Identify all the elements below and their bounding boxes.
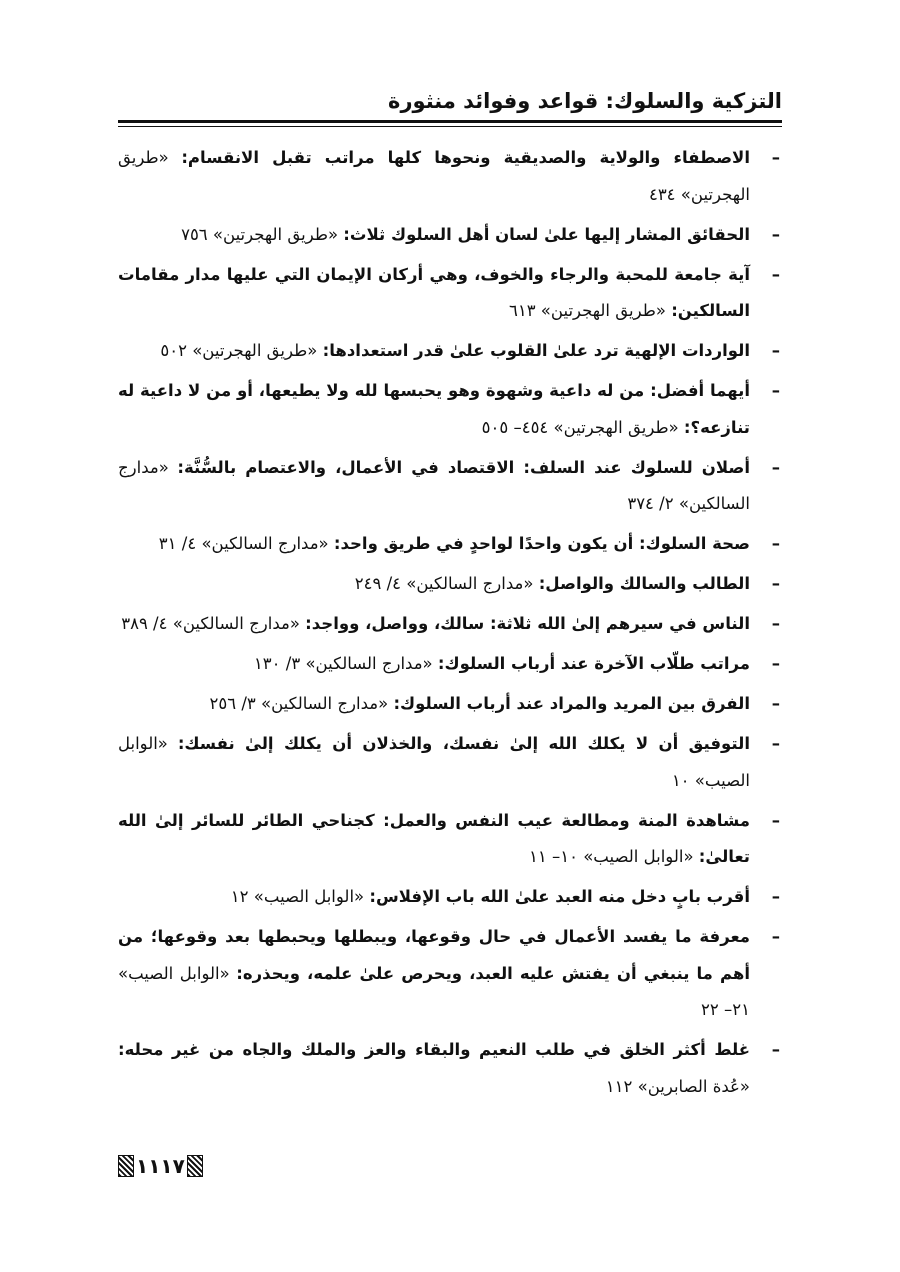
index-entry bbox=[118, 140, 782, 213]
entry-dash: – bbox=[771, 734, 780, 753]
entry-dash: – bbox=[771, 381, 780, 400]
entry-topic: معرفة ما يفسد الأعمال في حال وقوعها، ويبطلها ويحبطها بعد وقوعها؛ من أهم ما ينبغي أن يفتش عليه العبد، ويحرص علىٰ علمه، ويحذره: bbox=[118, 927, 750, 983]
index-entry bbox=[118, 566, 782, 603]
ornament-right-icon bbox=[187, 1155, 203, 1177]
entry-topic: مشاهدة المنة ومطالعة عيب النفس والعمل: كجناحي الطائر للسائر إلىٰ الله تعالىٰ: bbox=[118, 810, 750, 866]
entry-reference: «مدارج السالكين» ٤/ ٣٨٩ bbox=[121, 614, 300, 633]
header-rule-thin bbox=[118, 126, 782, 127]
entry-reference: «مدارج السالكين» ٤/ ٢٤٩ bbox=[354, 574, 534, 593]
entry-topic: صحة السلوك: أن يكون واحدًا لواحدٍ في طريق واحد: bbox=[333, 534, 750, 553]
entry-dash: – bbox=[771, 887, 780, 906]
entry-topic: أقرب بابٍ دخل منه العبد علىٰ الله باب الإفلاس: bbox=[369, 887, 750, 906]
page-number-block bbox=[118, 1152, 203, 1180]
index-entry bbox=[118, 1032, 782, 1105]
entry-topic: الفرق بين المريد والمراد عند أرباب السلوك: bbox=[393, 694, 750, 713]
entry-dash: – bbox=[771, 614, 780, 633]
index-entry bbox=[118, 803, 782, 876]
index-entry bbox=[118, 333, 782, 370]
entry-topic: أيهما أفضل: من له داعية وشهوة وهو يحبسها لله ولا يطيعها، أو من لا داعية له تنازعه؟: bbox=[118, 381, 750, 437]
index-entry bbox=[118, 257, 782, 330]
index-entry bbox=[118, 373, 782, 446]
header-rule-thick bbox=[118, 120, 782, 123]
index-entry bbox=[118, 526, 782, 563]
entry-reference: «الوابل الصيب» ٢١– ٢٢ bbox=[118, 963, 750, 1019]
entry-reference: «طريق الهجرتين» ٤٥٤– ٥٠٥ bbox=[481, 417, 679, 437]
entry-topic: الناس في سيرهم إلىٰ الله ثلاثة: سالك، وواصل، وواجد: bbox=[305, 614, 750, 633]
entry-topic: الاصطفاء والولاية والصديقية ونحوها كلها مراتب تقبل الانقسام: bbox=[181, 148, 751, 167]
entry-reference: «طريق الهجرتين» ٥٠٢ bbox=[160, 341, 318, 360]
ornament-left-icon bbox=[118, 1155, 134, 1177]
entry-dash: – bbox=[771, 457, 780, 477]
entry-dash: – bbox=[771, 264, 780, 284]
entry-reference: «الوابل الصيب» ١٢ bbox=[230, 887, 365, 906]
entry-topic: غلط أكثر الخلق في طلب النعيم والبقاء والعز والملك والجاه من غير محله: bbox=[118, 1040, 750, 1059]
entry-reference: «الوابل الصيب» ١٠ bbox=[118, 734, 750, 790]
entry-dash: – bbox=[771, 341, 780, 360]
entry-topic: الواردات الإلهية ترد علىٰ القلوب علىٰ قدر استعدادها: bbox=[322, 341, 750, 360]
index-entry bbox=[118, 450, 782, 523]
entry-reference: «مدارج السالكين» ٣/ ١٣٠ bbox=[253, 654, 433, 673]
entry-topic: التوفيق أن لا يكلك الله إلىٰ نفسك، والخذلان أن يكلك إلىٰ نفسك: bbox=[177, 734, 750, 753]
entry-dash: – bbox=[771, 534, 780, 553]
entry-reference: «عُدة الصابرين» ١١٢ bbox=[605, 1076, 750, 1096]
page-number: ١١١٧ bbox=[136, 1154, 185, 1178]
entry-reference: «مدارج السالكين» ٤/ ٣١ bbox=[158, 534, 329, 553]
entry-dash: – bbox=[771, 574, 780, 593]
index-entry bbox=[118, 726, 782, 799]
entry-topic: آية جامعة للمحبة والرجاء والخوف، وهي أركان الإيمان التي عليها مدار مقامات السالكين: bbox=[118, 264, 750, 320]
entry-topic: الطالب والسالك والواصل: bbox=[538, 574, 750, 593]
entry-reference: «طريق الهجرتين» ٦١٣ bbox=[508, 301, 666, 320]
entry-dash: – bbox=[771, 224, 780, 244]
entry-dash: – bbox=[771, 694, 780, 713]
index-entries bbox=[118, 140, 782, 1109]
index-entry bbox=[118, 879, 782, 916]
entry-reference: «طريق الهجرتين» ٧٥٦ bbox=[181, 224, 339, 244]
index-entry bbox=[118, 606, 782, 643]
entry-reference: «طريق الهجرتين» ٤٣٤ bbox=[118, 148, 750, 204]
index-entry bbox=[118, 919, 782, 1029]
index-entry bbox=[118, 686, 782, 723]
entry-reference: «مدارج السالكين» ٢/ ٣٧٤ bbox=[118, 457, 750, 513]
entry-topic: الحقائق المشار إليها علىٰ لسان أهل السلوك ثلاث: bbox=[343, 224, 750, 244]
entry-reference: «الوابل الصيب» ١٠– ١١ bbox=[528, 847, 694, 866]
index-entry bbox=[118, 646, 782, 683]
entry-reference: «مدارج السالكين» ٣/ ٢٥٦ bbox=[209, 694, 389, 713]
entry-dash: – bbox=[771, 1040, 780, 1059]
entry-dash: – bbox=[771, 654, 780, 673]
index-entry bbox=[118, 217, 782, 254]
entry-dash: – bbox=[771, 927, 780, 946]
entry-topic: أصلان للسلوك عند السلف: الاقتصاد في الأعمال، والاعتصام بالسُّنَّة: bbox=[177, 457, 750, 477]
entry-topic: مراتب طلّاب الآخرة عند أرباب السلوك: bbox=[437, 654, 750, 673]
entry-dash: – bbox=[771, 148, 780, 167]
running-header: التزكية والسلوك: قواعد وفوائد منثورة bbox=[388, 89, 782, 113]
entry-dash: – bbox=[771, 810, 780, 830]
